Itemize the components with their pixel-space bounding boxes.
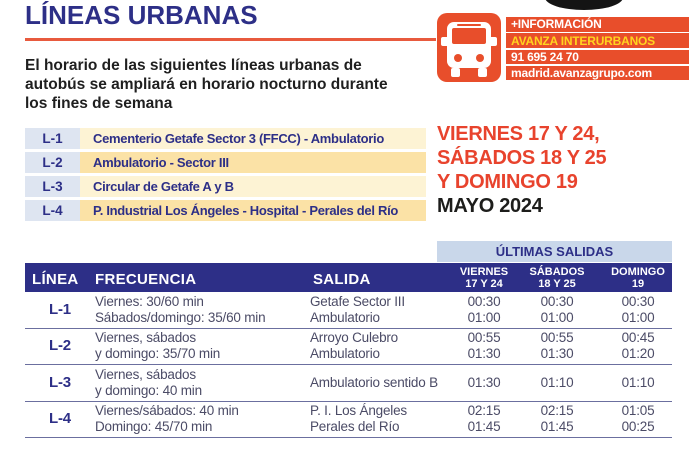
list-item: [25, 200, 426, 221]
line-name: Cementerio Getafe Sector 3 (FFCC) - Ambulatorio: [80, 128, 426, 149]
page-title: LÍNEAS URBANAS: [25, 0, 258, 30]
table-row: [25, 365, 672, 402]
info-line-phone: 91 695 24 70: [506, 50, 689, 65]
row-departure: [310, 292, 462, 328]
line-name: Ambulatorio - Sector III: [80, 152, 426, 173]
table-row: [25, 329, 672, 366]
time-value: 01:05: [621, 403, 655, 419]
intro-line-3: los fines de semana: [25, 95, 173, 112]
line-code: L-2: [25, 152, 80, 173]
row-times-sabados: [517, 365, 597, 401]
row-line-code: L-2: [49, 337, 71, 355]
list-item: [25, 128, 426, 149]
info-line-informacion: +INFORMACIÓN: [506, 17, 689, 32]
departure-line: Ambulatorio sentido B: [310, 374, 438, 390]
col-header-sabados-line2: 18 Y 25: [538, 277, 576, 290]
col-header-viernes: [444, 266, 524, 290]
time-value: 00:25: [621, 419, 655, 435]
col-header-frecuencia: FRECUENCIA: [95, 271, 197, 288]
line-name: Circular de Getafe A y B: [80, 176, 426, 197]
table-header: [25, 263, 672, 292]
row-times-domingo: [598, 329, 678, 365]
frequency-line: Domingo: 45/70 min: [95, 419, 213, 435]
row-frequency: [95, 329, 310, 365]
row-times-viernes: [444, 329, 524, 365]
bus-icon: [437, 69, 501, 86]
col-header-domingo-line1: DOMINGO: [611, 265, 665, 278]
time-value: 01:10: [621, 374, 655, 390]
row-times-sabados: [517, 292, 597, 328]
row-departure: [310, 402, 462, 438]
frequency-line: y domingo: 35/70 min: [95, 346, 221, 362]
intro-line-2: autobús se ampliará en horario nocturno durante: [25, 76, 388, 93]
line-code: L-4: [25, 200, 80, 221]
row-departure: [310, 329, 462, 365]
date-line-3: Y DOMINGO 19: [437, 171, 578, 193]
cropped-logo-shape: [545, 0, 623, 10]
row-times-sabados: [517, 329, 597, 365]
time-value: 01:00: [540, 309, 574, 325]
table-row: [25, 402, 672, 439]
row-frequency: [95, 402, 310, 438]
ultimas-salidas-band: ÚLTIMAS SALIDAS: [437, 241, 672, 262]
col-header-domingo: [598, 266, 678, 290]
intro-paragraph: [25, 56, 445, 113]
time-value: 01:00: [621, 309, 655, 325]
service-dates: [437, 122, 687, 218]
row-departure: [310, 365, 462, 401]
row-frequency: [95, 365, 310, 401]
date-line-2: SÁBADOS 18 Y 25: [437, 147, 607, 169]
time-value: 02:15: [467, 403, 501, 419]
col-header-salida: SALIDA: [313, 271, 371, 288]
col-header-viernes-line1: VIERNES: [459, 265, 509, 278]
time-value: 01:45: [467, 419, 501, 435]
departure-line: P. I. Los Ángeles: [310, 403, 407, 419]
frequency-line: Viernes: 30/60 min: [95, 293, 204, 309]
col-header-sabados: [517, 266, 597, 290]
table-row: [25, 292, 672, 329]
departure-line: Perales del Río: [310, 419, 400, 435]
bus-badge: [437, 13, 501, 82]
time-value: 01:30: [467, 374, 501, 390]
frequency-line: Viernes, sábados: [95, 330, 196, 346]
row-line-code: L-1: [49, 300, 71, 318]
row-frequency: [95, 292, 310, 328]
line-name: P. Industrial Los Ángeles - Hospital - Perales del Río: [80, 200, 426, 221]
frequency-line: Sábados/domingo: 35/60 min: [95, 309, 266, 325]
col-header-viernes-line2: 17 Y 24: [465, 277, 503, 290]
row-times-viernes: [444, 292, 524, 328]
col-header-sabados-line1: SÁBADOS: [529, 265, 585, 278]
row-line-code: L-4: [49, 410, 71, 428]
date-line-1: VIERNES 17 Y 24,: [437, 123, 600, 145]
row-times-domingo: [598, 402, 678, 438]
col-header-linea: LÍNEA: [32, 271, 79, 288]
title-divider: [25, 38, 436, 41]
time-value: 01:20: [621, 346, 655, 362]
time-value: 00:55: [467, 330, 501, 346]
row-times-sabados: [517, 402, 597, 438]
bus-lines-list: [25, 128, 426, 224]
departure-line: Arroyo Culebro: [310, 330, 398, 346]
time-value: 01:30: [540, 346, 574, 362]
row-times-viernes: [444, 402, 524, 438]
line-code: L-1: [25, 128, 80, 149]
list-item: [25, 176, 426, 197]
departure-line: Ambulatorio: [310, 346, 380, 362]
intro-line-1: El horario de las siguientes líneas urbanas de: [25, 57, 362, 74]
row-line-code: L-3: [49, 373, 71, 391]
row-times-domingo: [598, 292, 678, 328]
table-body: [25, 292, 672, 438]
row-times-domingo: [598, 365, 678, 401]
departure-line: Getafe Sector III: [310, 293, 405, 309]
time-value: 01:45: [540, 419, 574, 435]
time-value: 01:00: [467, 309, 501, 325]
line-code: L-3: [25, 176, 80, 197]
time-value: 00:30: [540, 293, 574, 309]
frequency-line: Viernes, sábados: [95, 366, 196, 382]
time-value: 01:30: [467, 346, 501, 362]
frequency-line: Viernes/sábados: 40 min: [95, 403, 239, 419]
departure-line: Ambulatorio: [310, 309, 380, 325]
month-label: MAYO 2024: [437, 195, 543, 217]
time-value: 00:55: [540, 330, 574, 346]
time-value: 00:45: [621, 330, 655, 346]
row-times-viernes: [444, 365, 524, 401]
time-value: 00:30: [621, 293, 655, 309]
list-item: [25, 152, 426, 173]
info-line-website: madrid.avanzagrupo.com: [506, 66, 689, 81]
time-value: 01:10: [540, 374, 574, 390]
frequency-line: y domingo: 40 min: [95, 382, 202, 398]
info-line-operator: AVANZA INTERURBANOS: [506, 33, 689, 48]
time-value: 02:15: [540, 403, 574, 419]
info-box: [506, 17, 689, 82]
col-header-domingo-line2: 19: [631, 277, 645, 290]
time-value: 00:30: [467, 293, 501, 309]
